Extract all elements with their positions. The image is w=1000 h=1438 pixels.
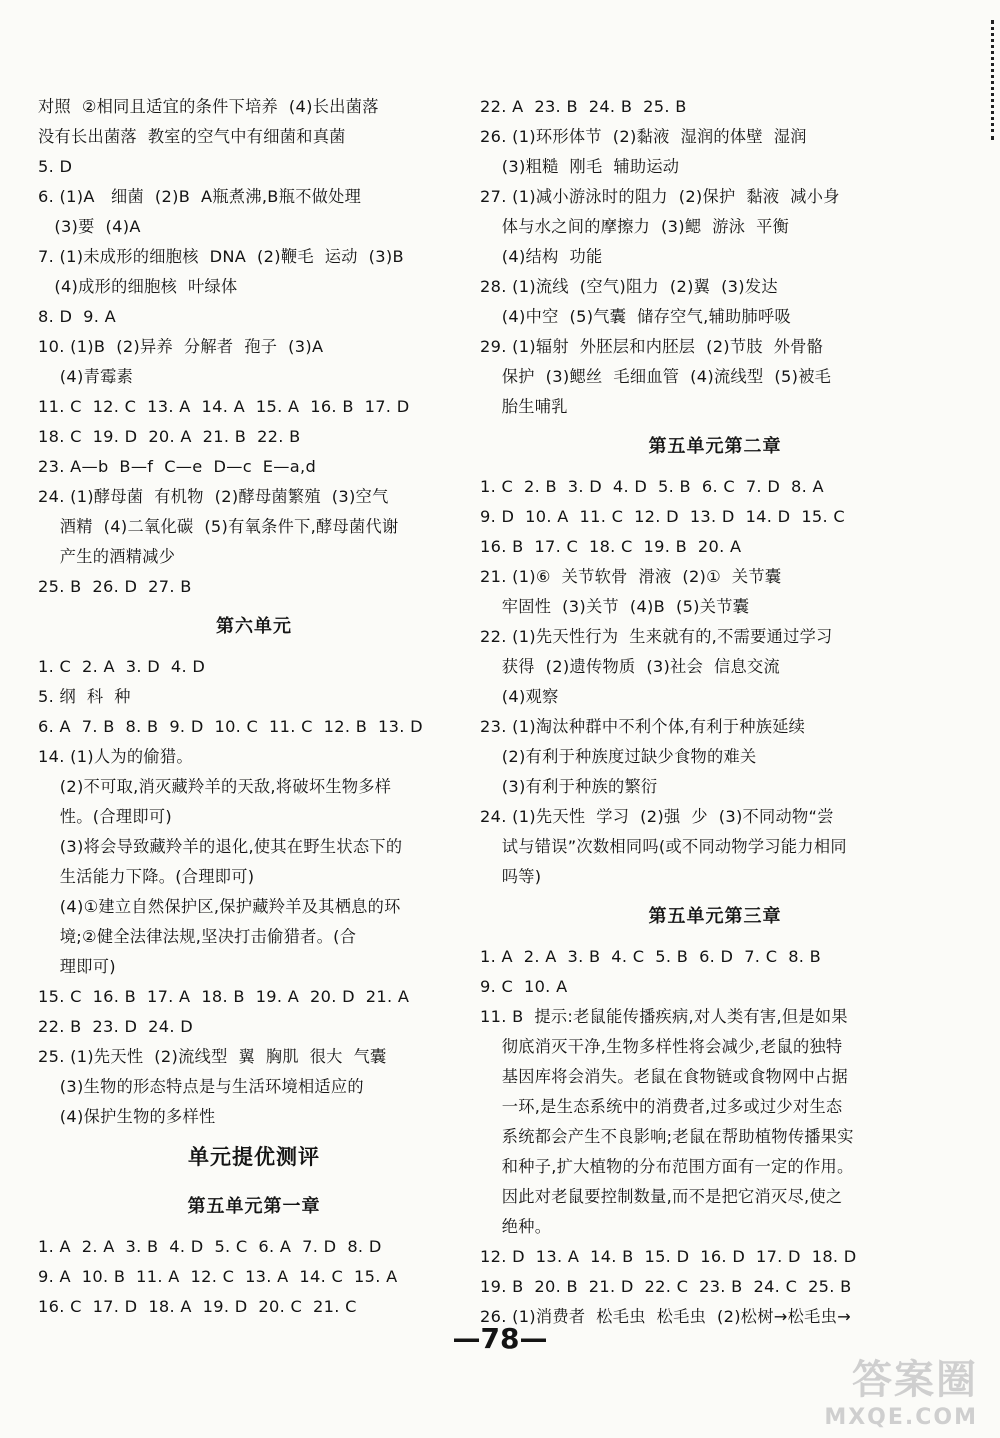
answer-line: 获得 (2)遗传物质 (3)社会 信息交流 <box>480 657 780 676</box>
answer-line: 6. A 7. B 8. B 9. D 10. C 11. C 12. B 13. D <box>38 717 423 736</box>
answer-line: 基因库将会消失。老鼠在食物链或食物网中占据 <box>480 1067 849 1086</box>
answer-line: 24. (1)酵母菌 有机物 (2)酵母菌繁殖 (3)空气 <box>38 487 389 506</box>
answer-line: 和种子,扩大植物的分布范围方面有一定的作用。 <box>480 1157 854 1176</box>
answer-line: 保护 (3)鳃丝 毛细血管 (4)流线型 (5)被毛 <box>480 367 832 386</box>
answer-line: 21. (1)⑥ 关节软骨 滑液 (2)① 关节囊 <box>480 567 782 586</box>
answer-line: (3)要 (4)A <box>38 217 141 236</box>
answer-line: 境;②健全法律法规,坚决打击偷猎者。(合 <box>38 927 357 946</box>
answer-line: 15. C 16. B 17. A 18. B 19. A 20. D 21. A <box>38 987 410 1006</box>
answer-line: 18. C 19. D 20. A 21. B 22. B <box>38 427 301 446</box>
answer-line: 22. A 23. B 24. B 25. B <box>480 97 687 116</box>
watermark-url: MXQE.COM <box>824 1405 978 1430</box>
answer-line: (4)保护生物的多样性 <box>38 1107 216 1126</box>
answer-line: 11. C 12. C 13. A 14. A 15. A 16. B 17. D <box>38 397 410 416</box>
answer-line: 吗等) <box>480 867 542 886</box>
section-heading: 第五单元第二章 <box>648 436 782 457</box>
answer-line: 22. (1)先天性行为 生来就有的,不需要通过学习 <box>480 627 833 646</box>
answer-line: 对照 ②相同且适宜的条件下培养 (4)长出菌落 <box>38 97 379 116</box>
answer-line: 理即可) <box>38 957 116 976</box>
answer-line: 19. B 20. B 21. D 22. C 23. B 24. C 25. B <box>480 1277 852 1296</box>
answer-line: (3)粗糙 刚毛 辅助运动 <box>480 157 680 176</box>
answer-line: 1. A 2. A 3. B 4. D 5. C 6. A 7. D 8. D <box>38 1237 382 1256</box>
answer-line: 8. D 9. A <box>38 307 117 326</box>
answer-line: 1. C 2. A 3. D 4. D <box>38 657 206 676</box>
answer-line: 一环,是生态系统中的消费者,过多或过少对生态 <box>480 1097 843 1116</box>
section-heading: 第五单元第三章 <box>648 906 782 927</box>
watermark-title: 答案圈 <box>852 1357 978 1403</box>
answer-line: 28. (1)流线 (空气)阻力 (2)翼 (3)发达 <box>480 277 778 296</box>
answer-line: 12. D 13. A 14. B 15. D 16. D 17. D 18. D <box>480 1247 857 1266</box>
answer-line: 生活能力下降。(合理即可) <box>38 867 255 886</box>
answer-line: 9. A 10. B 11. A 12. C 13. A 14. C 15. A <box>38 1267 398 1286</box>
answer-line: 彻底消灭干净,生物多样性将会减少,老鼠的独特 <box>480 1037 843 1056</box>
answer-line: 23. (1)淘汰种群中不利个体,有利于种族延续 <box>480 717 806 736</box>
answer-line: (4)中空 (5)气囊 储存空气,辅助肺呼吸 <box>480 307 792 326</box>
page-number: —78— <box>452 1322 548 1355</box>
answer-line: 10. (1)B (2)异养 分解者 孢子 (3)A <box>38 337 324 356</box>
answer-line: (3)将会导致藏羚羊的退化,使其在野生状态下的 <box>38 837 403 856</box>
answer-line: 25. (1)先天性 (2)流线型 翼 胸肌 很大 气囊 <box>38 1047 387 1066</box>
section-heading: 第五单元第一章 <box>187 1196 321 1217</box>
answer-line: 26. (1)环形体节 (2)黏液 湿润的体壁 湿润 <box>480 127 807 146</box>
answer-line: 11. B 提示:老鼠能传播疾病,对人类有害,但是如果 <box>480 1007 848 1026</box>
section-heading: 单元提优测评 <box>188 1145 320 1169</box>
answer-line: 1. A 2. A 3. B 4. C 5. B 6. D 7. C 8. B <box>480 947 822 966</box>
answer-line: 25. B 26. D 27. B <box>38 577 192 596</box>
answer-line: 6. (1)A 细菌 (2)B A瓶煮沸,B瓶不做处理 <box>38 187 362 206</box>
answer-line: 16. B 17. C 18. C 19. B 20. A <box>480 537 742 556</box>
answer-line: 胎生哺乳 <box>480 397 568 416</box>
answer-line: 产生的酒精减少 <box>38 547 176 566</box>
answer-line: (4)青霉素 <box>38 367 134 386</box>
answer-line: 5. D <box>38 157 73 176</box>
answer-line: 试与错误”次数相同吗(或不同动物学习能力相同 <box>480 837 847 856</box>
left-column <box>38 92 470 1322</box>
answer-line: 22. B 23. D 24. D <box>38 1017 193 1036</box>
answer-line: (4)结构 功能 <box>480 247 603 266</box>
answer-line: 29. (1)辐射 外胚层和内胚层 (2)节肢 外骨骼 <box>480 337 824 356</box>
answer-line: 因此对老鼠要控制数量,而不是把它消灭尽,使之 <box>480 1187 843 1206</box>
answer-line: 14. (1)人为的偷猎。 <box>38 747 193 766</box>
answer-line: 16. C 17. D 18. A 19. D 20. C 21. C <box>38 1297 357 1316</box>
answer-line: 7. (1)未成形的细胞核 DNA (2)鞭毛 运动 (3)B <box>38 247 404 266</box>
answer-line: 9. C 10. A <box>480 977 568 996</box>
answer-line: 系统都会产生不良影响;老鼠在帮助植物传播果实 <box>480 1127 854 1146</box>
answer-line: 24. (1)先天性 学习 (2)强 少 (3)不同动物“尝 <box>480 807 834 826</box>
answer-line: 性。(合理即可) <box>38 807 172 826</box>
answer-line: (2)有利于种族度过缺少食物的难关 <box>480 747 757 766</box>
answer-line: 1. C 2. B 3. D 4. D 5. B 6. C 7. D 8. A <box>480 477 824 496</box>
binding-edge <box>977 20 994 140</box>
answer-line: 27. (1)减小游泳时的阻力 (2)保护 黏液 减小身 <box>480 187 840 206</box>
answer-line: 5. 纲 科 种 <box>38 687 131 706</box>
answer-line: 牢固性 (3)关节 (4)B (5)关节囊 <box>480 597 750 616</box>
answer-line: (2)不可取,消灭藏羚羊的天敌,将破坏生物多样 <box>38 777 392 796</box>
section-heading: 第六单元 <box>216 616 292 637</box>
watermark-logo <box>824 1348 978 1430</box>
answer-line: (4)观察 <box>480 687 559 706</box>
answer-line: 26. (1)消费者 松毛虫 松毛虫 (2)松树→松毛虫→ <box>480 1307 851 1326</box>
answer-line: (4)成形的细胞核 叶绿体 <box>38 277 238 296</box>
answer-line: 没有长出菌落 教室的空气中有细菌和真菌 <box>38 127 346 146</box>
answer-line: (3)有利于种族的繁衍 <box>480 777 658 796</box>
answer-line: (4)①建立自然保护区,保护藏羚羊及其栖息的环 <box>38 897 401 916</box>
answer-line: 9. D 10. A 11. C 12. D 13. D 14. D 15. C <box>480 507 846 526</box>
answer-line: 体与水之间的摩擦力 (3)鳃 游泳 平衡 <box>480 217 790 236</box>
answer-line: (3)生物的形态特点是与生活环境相适应的 <box>38 1077 364 1096</box>
answer-line: 绝种。 <box>480 1217 552 1236</box>
right-column <box>480 92 950 1332</box>
answer-line: 酒精 (4)二氧化碳 (5)有氧条件下,酵母菌代谢 <box>38 517 399 536</box>
answer-line: 23. A—b B—f C—e D—c E—a,d <box>38 457 317 476</box>
